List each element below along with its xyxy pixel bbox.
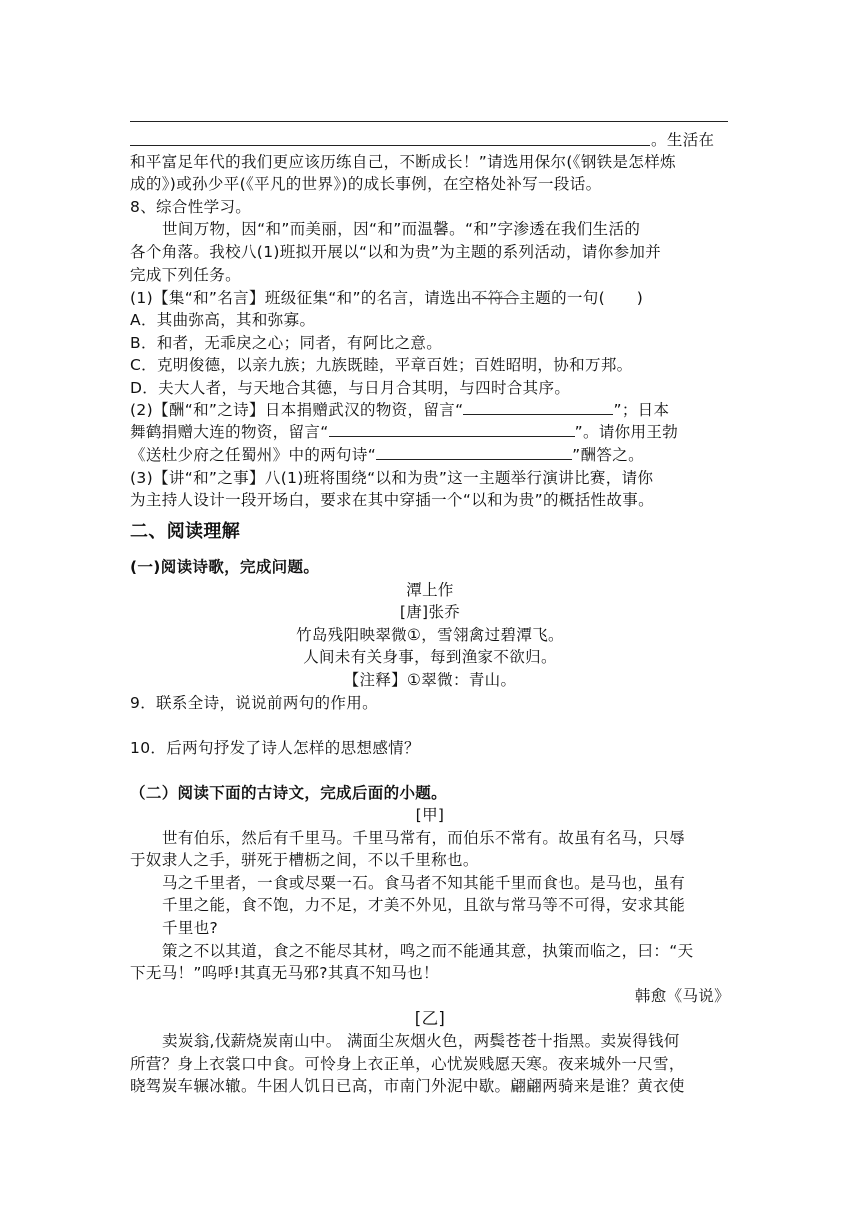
task-1-text-end: 主题的一句( ) bbox=[519, 289, 644, 307]
task-3-line: 为主持人设计一段开场白，要求在其中穿插一个“以和为贵”的概括性故事。 bbox=[130, 491, 654, 509]
task-2-text: ”酬答之。 bbox=[572, 446, 644, 464]
passage-line: 策之不以其道，食之不能尽其材，鸣之而不能通其意，执策而临之，曰：“天 bbox=[162, 942, 694, 960]
subsection-heading: （二）阅读下面的古诗文，完成后面的小题。 bbox=[130, 784, 448, 802]
blank-1[interactable] bbox=[463, 399, 613, 415]
task-2-line-3 bbox=[130, 444, 730, 466]
option-b: B．和者，无乖戾之心；同者，有阿比之意。 bbox=[130, 334, 443, 352]
poem-line: 人间未有关身事，每到渔家不欲归。 bbox=[303, 648, 557, 666]
subsection-heading: (一)阅读诗歌，完成问题。 bbox=[130, 558, 320, 576]
question-9: 9．联系全诗，说说前两句的作用。 bbox=[130, 694, 378, 712]
question-10: 10．后两句抒发了诗人怎样的思想感情？ bbox=[130, 739, 420, 757]
passage-line: 下无马！”呜呼!其真无马邪?其真不知马也！ bbox=[130, 964, 439, 982]
task-1 bbox=[130, 287, 730, 309]
text-line: 成的》)或孙少平(《平凡的世界》)的成长事例，在空格处补写一段话。 bbox=[130, 175, 602, 193]
option-c: C．克明俊德，以亲九族；九族既睦，平章百姓；百姓昭明，协和万邦。 bbox=[130, 356, 633, 374]
task-2-text: ”；日本 bbox=[613, 401, 670, 419]
blank-2[interactable] bbox=[329, 421, 575, 437]
answer-line[interactable] bbox=[130, 145, 650, 146]
task-2-text: 舞鹤捐赠大连的物资，留言“ bbox=[130, 423, 329, 441]
passage-line: 马之千里者，一食或尽粟一石。食马者不知其能千里而食也。是马也，虽有 bbox=[162, 874, 686, 892]
passage-line: 所营？身上衣裳口中食。可怜身上衣正单，心忧炭贱愿天寒。夜来城外一尺雪， bbox=[130, 1055, 685, 1073]
task-2-text: 《送杜少府之任蜀州》中的两句诗“ bbox=[130, 446, 377, 464]
text-line: 和平富足年代的我们更应该历练自己，不断成长！”请选用保尔(《钢铁是怎样炼 bbox=[130, 153, 676, 171]
text-line: 。生活在 bbox=[651, 131, 715, 149]
passage-line: 于奴隶人之手，骈死于槽枥之间，不以千里称也。 bbox=[130, 851, 479, 869]
answer-line[interactable] bbox=[130, 121, 728, 122]
option-d: D．夫大人者，与天地合其德，与日月合其明，与四时合其序。 bbox=[130, 379, 571, 397]
task-2-text: ”。请你用王勃 bbox=[574, 423, 679, 441]
poem-note: 【注释】①翠微：青山。 bbox=[343, 671, 517, 689]
task-1-text: (1)【集“和”名言】班级征集“和”的名言，请选出 bbox=[130, 289, 472, 307]
poem-title: 潭上作 bbox=[406, 581, 454, 599]
paragraph-line: 完成下列任务。 bbox=[130, 266, 241, 284]
task-3-line: (3)【讲“和”之事】八(1)班将围绕“以和为贵”这一主题举行演讲比赛，请你 bbox=[130, 469, 654, 487]
task-2-line-1 bbox=[130, 399, 730, 421]
section-heading: 二、阅读理解 bbox=[130, 521, 241, 542]
passage-label-yi: [乙] bbox=[414, 1009, 446, 1028]
option-a: A．其曲弥高，其和弥寡。 bbox=[130, 311, 316, 329]
task-2-line-2 bbox=[130, 421, 730, 443]
blank-3[interactable] bbox=[376, 444, 572, 460]
passage-line: 千里也? bbox=[162, 919, 219, 937]
question-8-heading: 8、综合性学习。 bbox=[130, 198, 252, 216]
passage-label-jia: [甲] bbox=[415, 806, 445, 824]
poem-line: 竹岛残阳映翠微①，雪翎禽过碧潭飞。 bbox=[296, 626, 564, 644]
passage-line: 卖炭翁,伐薪烧炭南山中。 满面尘灰烟火色，两鬓苍苍十指黑。卖炭得钱何 bbox=[162, 1032, 680, 1050]
paragraph-line: 世间万物，因“和”而美丽，因“和”而温馨。“和”字渗透在我们生活的 bbox=[162, 220, 641, 238]
passage-line: 世有伯乐，然后有千里马。千里马常有，而伯乐不常有。故虽有名马，只辱 bbox=[162, 829, 686, 847]
poem-author: [唐]张乔 bbox=[399, 603, 461, 621]
passage-line: 晓驾炭车辗冰辙。牛困人饥日已高，市南门外泥中歇。翩翩两骑来是谁？黄衣使 bbox=[130, 1077, 685, 1095]
task-2-text: (2)【酬“和”之诗】日本捐赠武汉的物资，留言“ bbox=[130, 401, 464, 419]
passage-line: 千里之能，食不饱，力不足，才美不外见，且欲与常马等不可得，安求其能 bbox=[162, 896, 686, 914]
passage-source: 韩愈《马说》 bbox=[634, 987, 730, 1005]
paragraph-line: 各个角落。我校八(1)班拟开展以“以和为贵”为主题的系列活动，请你参加并 bbox=[130, 243, 662, 261]
task-1-emphasis: 不符合 bbox=[471, 289, 520, 307]
